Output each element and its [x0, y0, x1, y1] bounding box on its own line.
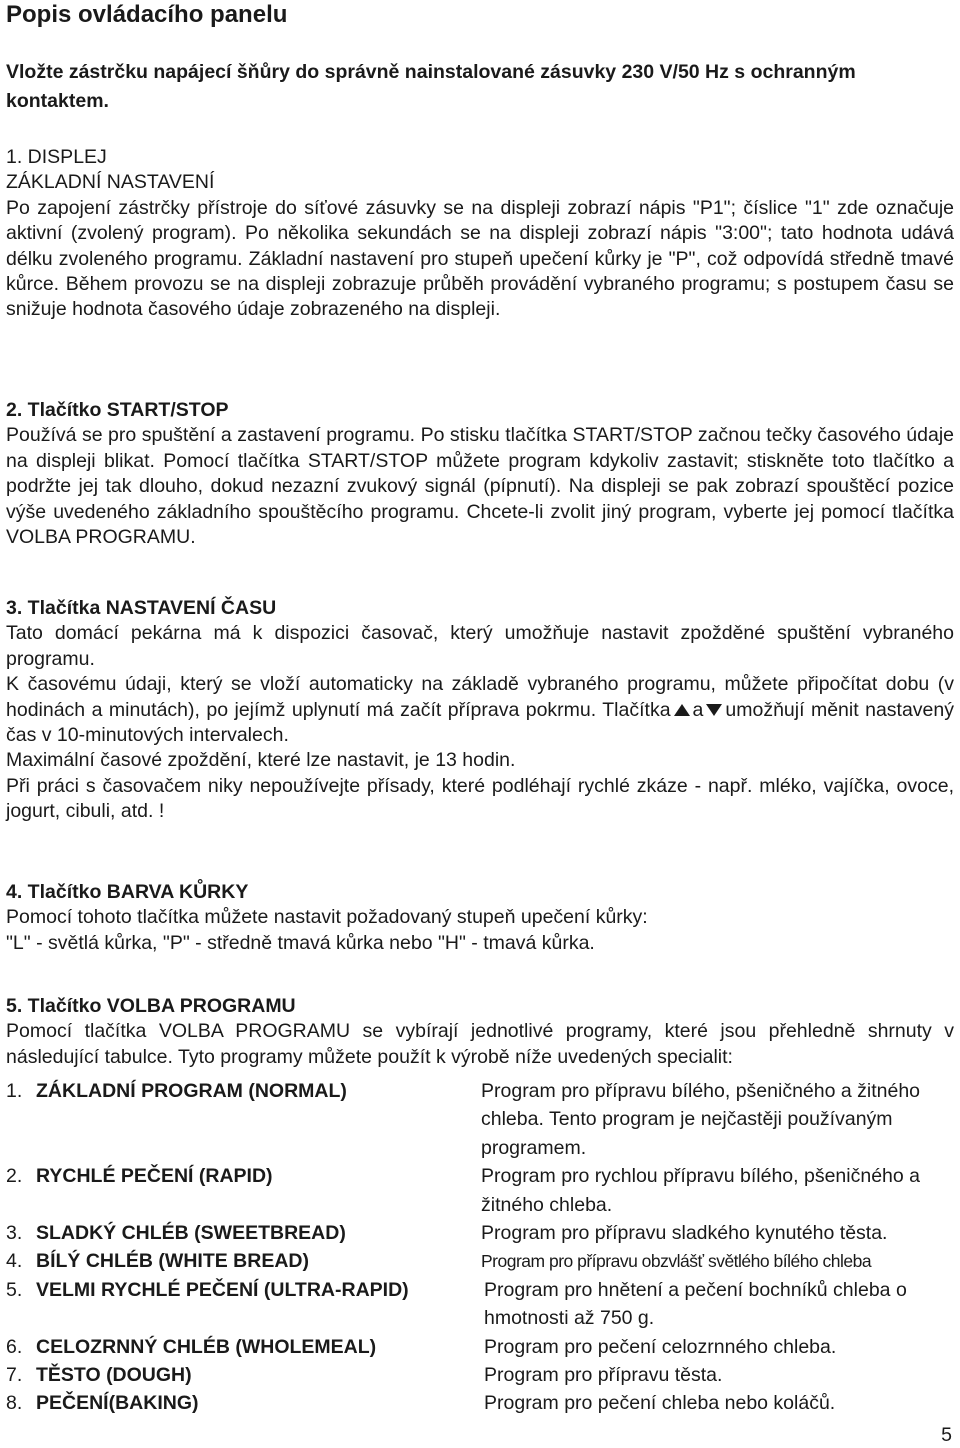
text-fragment: K časovému údaji, který se vloží automaticky na základě vybraného programu, můžete připočítat dobu (v hodinách a minutách), po jejímž uplynutí má začít příprava pokrmu. Tlačítka — [6, 673, 954, 721]
intro-text: Vložte zástrčku napájecí šňůry do správně nainstalované zásuvky 230 V/50 Hz s ochranným kontaktem. — [6, 61, 856, 112]
list-item — [6, 1276, 954, 1333]
program-description: Program pro přípravu bílého, pšeničného a žitného chleba. Tento program je nejčastěji používaným programem. — [481, 1080, 921, 1159]
text-fragment: a — [692, 698, 704, 721]
program-description: Program pro rychlou přípravu bílého, pšeničného a žitného chleba. — [481, 1165, 920, 1216]
list-item — [6, 1333, 954, 1361]
section-heading: 4. Tlačítko BARVA KŮRKY — [6, 881, 249, 903]
program-name: SLADKÝ CHLÉB (SWEETBREAD) — [36, 1222, 346, 1245]
program-description: Program pro pečení celozrnného chleba. — [484, 1335, 837, 1358]
section-text: Pomocí tohoto tlačítka můžete nastavit požadovaný stupeň upečení kůrky: — [6, 906, 648, 929]
program-description: Program pro hnětení a pečení bochníků chleba o hmotnosti až 750 g. — [484, 1278, 907, 1330]
section-heading: 3. Tlačítka NASTAVENÍ ČASU — [6, 597, 277, 619]
program-description: Program pro přípravu sladkého kynutého těsta. — [481, 1222, 888, 1245]
program-name: TĚSTO (DOUGH) — [36, 1364, 192, 1387]
list-item — [6, 1389, 954, 1417]
program-description: Program pro přípravu těsta. — [484, 1364, 723, 1387]
page-number: 5 — [941, 1424, 952, 1446]
program-number: 7. — [6, 1364, 23, 1387]
section-text: Po zapojení zástrčky přístroje do síťové zásuvky se na displeji zobrazí nápis "P1"; číslice "1" zde označuje aktivní (zvolený program). Po několika sekundách se na displeji zobrazí nápis "3:00"; tato hodnota udává délku zvoleného programu. Základní nastavení pro stupeň upečení kůrky je "P", což odpovídá středně tmavé kůrce. Během provozu se na displeji zobrazuje průběh provádění vybraného programu; s postupem času se snižuje hodnota časového údaje zobrazeného na displeji. — [6, 196, 954, 321]
triangle-down-icon — [706, 704, 722, 716]
section-text: Při práci s časovačem niky nepoužívejte přísady, které podléhají rychlé zkáze - např. mléko, vajíčka, ovoce, jogurt, cibuli, atd. ! — [6, 774, 954, 823]
list-item — [6, 1247, 954, 1275]
section-subheading: ZÁKLADNÍ NASTAVENÍ — [6, 171, 215, 194]
list-item — [6, 1162, 954, 1219]
program-number: 6. — [6, 1335, 23, 1358]
section-crust — [6, 880, 954, 956]
section-text: Pomocí tlačítka VOLBA PROGRAMU se vybírají jednotlivé programy, které jsou přehledně shrnuty v následující tabulce. Tyto programy můžete použít k výrobě níže uvedených specialit: — [6, 1020, 954, 1068]
section-heading: 2. Tlačítko START/STOP — [6, 399, 229, 421]
program-number: 3. — [6, 1222, 23, 1245]
section-program — [6, 994, 954, 1070]
program-name: CELOZRNNÝ CHLÉB (WHOLEMEAL) — [36, 1335, 377, 1358]
list-item — [6, 1077, 954, 1162]
program-name: BÍLÝ CHLÉB (WHITE BREAD) — [36, 1250, 309, 1273]
program-number: 5. — [6, 1278, 23, 1301]
program-list — [6, 1077, 954, 1418]
text-fragment: umožňují měnit nastavený čas v 10-minutových intervalech. — [6, 698, 954, 747]
section-text: Používá se pro spuštění a zastavení programu. Po stisku tlačítka START/STOP začnou tečky časového údaje na displeji blikat. Pomocí tlačítka START/STOP můžete program kdykoliv zastavit; stiskněte toto tlačítko a podržte jej tak dlouho, dokud nezazní zvukový signál (pípnutí). Na displeji se pak zobrazí spouštěcí pozice výše uvedeného základního spouštěcího programu. Chcete-li zvolit jiný program, vyberte jej pomocí tlačítka VOLBA PROGRAMU. — [6, 424, 954, 549]
program-number: 2. — [6, 1165, 23, 1188]
section-text: Maximální časové zpoždění, které lze nastavit, je 13 hodin. — [6, 749, 516, 772]
section-text: "L" - světlá kůrka, "P" - středně tmavá kůrka nebo "H" - tmavá kůrka. — [6, 931, 595, 954]
section-text: Tato domácí pekárna má k dispozici časovač, který umožňuje nastavit zpožděné spuštění vybraného programu. — [6, 622, 954, 670]
section-heading: 5. Tlačítko VOLBA PROGRAMU — [6, 995, 296, 1017]
page-title: Popis ovládacího panelu — [6, 1, 288, 28]
program-description: Program pro přípravu obzvlášť světlého bílého chleba — [481, 1251, 872, 1272]
section-time — [6, 596, 954, 825]
section-text — [6, 672, 954, 748]
program-number: 1. — [6, 1080, 23, 1102]
program-name: RYCHLÉ PEČENÍ (RAPID) — [36, 1165, 273, 1188]
section-heading: 1. DISPLEJ — [6, 146, 107, 168]
program-name: VELMI RYCHLÉ PEČENÍ (ULTRA-RAPID) — [36, 1278, 409, 1301]
list-item — [6, 1361, 954, 1389]
section-start-stop — [6, 398, 954, 550]
program-number: 4. — [6, 1250, 23, 1273]
triangle-up-icon — [674, 704, 690, 716]
list-item — [6, 1219, 954, 1247]
program-name: ZÁKLADNÍ PROGRAM (NORMAL) — [36, 1080, 347, 1102]
program-description: Program pro pečení chleba nebo koláčů. — [484, 1392, 836, 1415]
program-name: PEČENÍ(BAKING) — [36, 1392, 199, 1415]
section-display — [6, 145, 954, 323]
program-number: 8. — [6, 1392, 23, 1415]
